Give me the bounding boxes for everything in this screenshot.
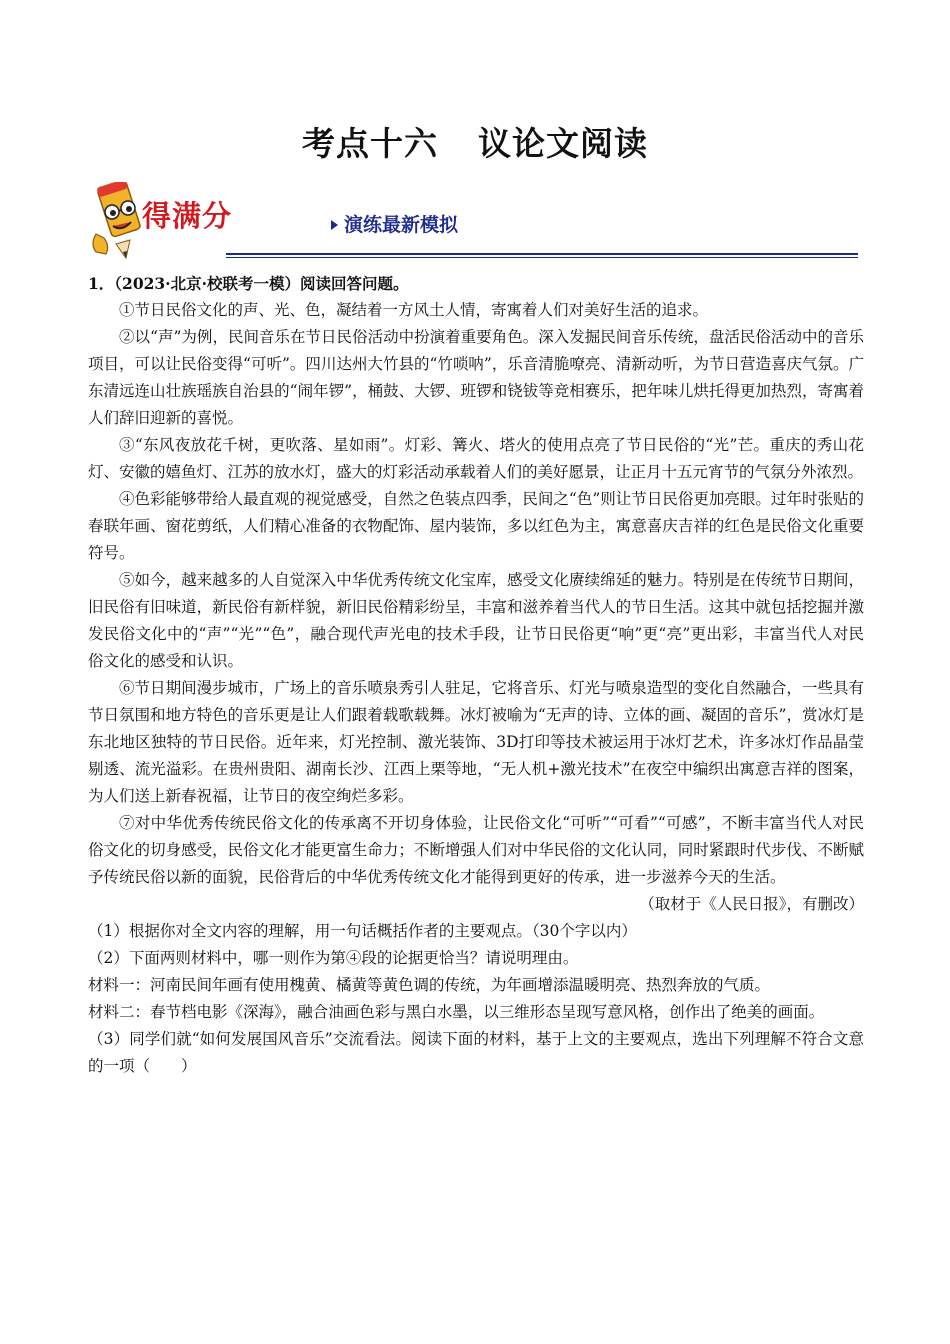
title-part-1: 考点十六 — [302, 124, 438, 163]
banner-rule — [226, 253, 858, 255]
reading-content — [88, 270, 864, 1080]
paragraph-6: ⑥节日期间漫步城市，广场上的音乐喷泉秀引人驻足，它将音乐、灯光与喷泉造型的变化自然融合，一些具有节日氛围和地方特色的音乐更是让人们跟着载歌载舞。冰灯被喻为“无声的诗、立体的画、凝固的音乐”，赏冰灯是东北地区独特的节日民俗。近年来，灯光控制、激光装饰、3D打印等技术被运用于冰灯艺术，许多冰灯作品晶莹剔透、流光溢彩。在贵州贵阳、湖南长沙、江西上栗等地，“无人机+激光技术”在夜空中编织出寓意吉祥的图案，为人们送上新春祝福，让节日的夜空绚烂多彩。 — [88, 679, 864, 805]
paragraph-2: ②以“声”为例，民间音乐在节日民俗活动中扮演着重要角色。深入发掘民间音乐传统，盘活民俗活动中的音乐项目，可以让民俗变得“可听”。四川达州大竹县的“竹唢呐”，乐音清脆嘹亮、清新动听，为节日营造喜庆气氛。广东清远连山壮族瑶族自治县的“闹年锣”，桶鼓、大锣、班锣和铙钹等竞相赛乐，把年味儿烘托得更加热烈，寄寓着人们辞旧迎新的喜悦。 — [88, 328, 864, 427]
source-note: （取材于《人民日报》，有删改） — [639, 895, 864, 913]
title-part-2: 议论文阅读 — [478, 124, 648, 163]
page-title — [0, 118, 950, 165]
paragraph-1: ①节日民俗文化的声、光、色，凝结着一方风土人情，寄寓着人们对美好生活的追求。 — [119, 301, 709, 319]
paragraph-5: ⑤如今，越来越多的人自觉深入中华优秀传统文化宝库，感受文化赓续绵延的魅力。特别是在传统节日期间，旧民俗有旧味道，新民俗有新样貌，新旧民俗精彩纷呈，丰富和滋养着当代人的节日生活。这其中就包括挖掘并激发民俗文化中的“声”“光”“色”，融合现代声光电的技术手段，让节日民俗更“响”更“亮”更出彩，丰富当代人对民俗文化的感受和认识。 — [88, 571, 864, 670]
question-2: （2）下面两则材料中，哪一则作为第④段的论据更恰当？请说明理由。 — [88, 949, 579, 967]
banner-arrow-icon — [331, 220, 338, 230]
material-2: 材料二：春节档电影《深海》，融合油画色彩与黑白水墨，以三维形态呈现写意风格，创作出了绝美的画面。 — [88, 1003, 825, 1021]
banner-main-label: 得满分 — [142, 199, 233, 233]
material-1: 材料一：河南民间年画有使用槐黄、橘黄等黄色调的传统，为年画增添温暖明亮、热烈奔放的气质。 — [88, 976, 771, 994]
section-banner — [86, 182, 858, 262]
question-header: 1．（2023·北京·校联考一模）阅读回答问题。 — [88, 274, 409, 293]
paragraph-4: ④色彩能够带给人最直观的视觉感受，自然之色装点四季，民间之“色”则让节日民俗更加亮眼。过年时张贴的春联年画、窗花剪纸，人们精心准备的衣物配饰、屋内装饰，多以红色为主，寓意喜庆吉祥的红色是民俗文化重要符号。 — [88, 490, 864, 562]
question-1: （1）根据你对全文内容的理解，用一句话概括作者的主要观点。（30个字以内） — [88, 922, 637, 940]
paragraph-3: ③“东风夜放花千树，更吹落、星如雨”。灯彩、篝火、塔火的使用点亮了节日民俗的“光”芒。重庆的秀山花灯、安徽的嬉鱼灯、江苏的放水灯，盛大的灯彩活动承载着人们的美好愿景，让正月十五元宵节的气氛分外浓烈。 — [88, 436, 864, 481]
pencil-mascot-icon — [86, 182, 148, 260]
question-3: （3）同学们就“如何发展国风音乐”交流看法。阅读下面的材料，基于上文的主要观点，选出下列理解不符合文意的一项（ ） — [88, 1030, 864, 1075]
banner-rule-thin — [226, 257, 858, 258]
paragraph-7: ⑦对中华优秀传统民俗文化的传承离不开切身体验，让民俗文化“可听”“可看”“可感”，不断丰富当代人对民俗文化的切身感受，民俗文化才能更富生命力；不断增强人们对中华民俗的文化认同，同时紧跟时代步伐、不断赋予传统民俗以新的面貌，民俗背后的中华优秀传统文化才能得到更好的传承，进一步滋养今天的生活。 — [88, 814, 864, 886]
banner-sub-label: 演练最新模拟 — [344, 214, 459, 236]
